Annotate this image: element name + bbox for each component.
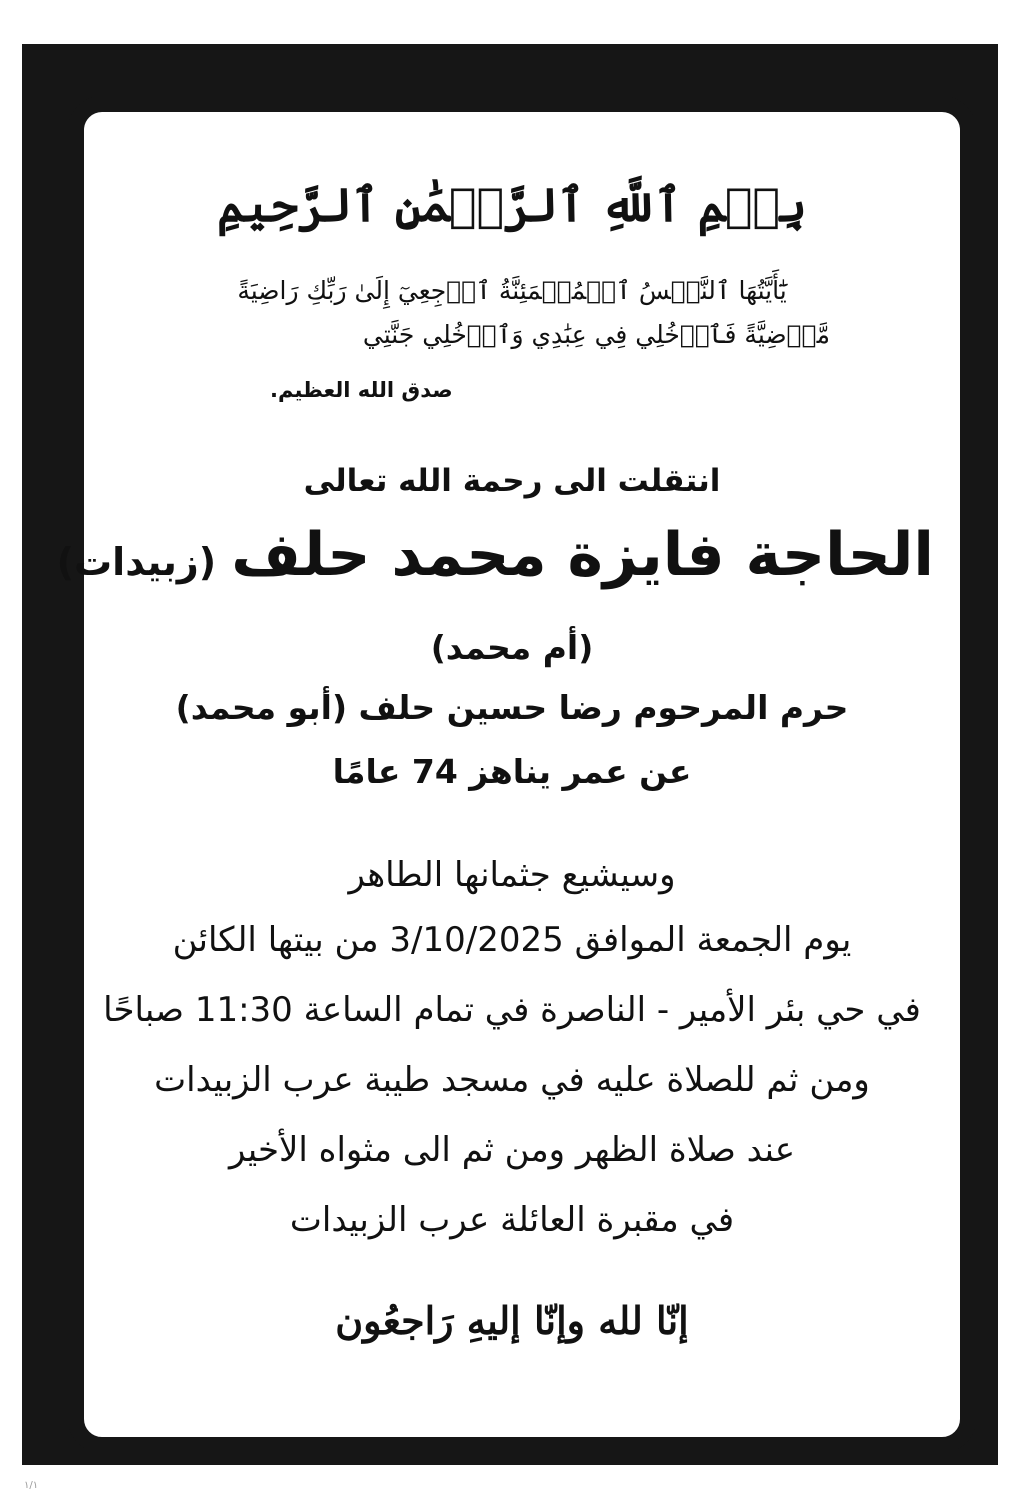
spouse-line: حرم المرحوم رضا حسين حلف (أبو محمد) — [175, 688, 849, 727]
funeral-line: عند صلاة الظهر ومن ثم الى مثواه الأخير — [228, 1130, 796, 1170]
closing-verse: إنّا لله وإنّا إليهِ رَاجعُون — [335, 1298, 689, 1343]
funeral-line: في مقبرة العائلة عرب الزبيدات — [289, 1200, 735, 1240]
basmala-heading: بِسۡمِ ٱللَّهِ ٱلرَّحۡمَٰنِ ٱلرَّحِيمِ — [217, 178, 807, 232]
funeral-line: يوم الجمعة الموافق 3/10/2025 من بيتها الكائن — [172, 920, 852, 960]
deceased-name: الحاجة فايزة محمد حلف — [231, 520, 934, 590]
deceased-kunya: (أم محمد) — [430, 628, 594, 667]
funeral-line: في حي بئر الأمير - الناصرة في تمام الساعة 11:30 صباحًا — [103, 990, 921, 1030]
sadaq-allah-text: صدق الله العظيم. — [270, 378, 453, 402]
deceased-clan: (زبيدات) — [56, 540, 217, 584]
quran-verse-line-1: يَٰٓأَيَّتُهَا ٱلنَّفۡسُ ٱلۡمُطۡمَئِنَّةُ ٱرۡجِعِيٓ إِلَىٰ رَبِّكِ رَاضِيَةً — [237, 276, 787, 305]
obituary-notice — [56, 120, 934, 1410]
announcement-intro: انتقلت الى رحمة الله تعالى — [303, 463, 721, 499]
quran-verse-line-2: مَّرۡضِيَّةً فَٱدۡخُلِي فِي عِبَٰدِي وَٱدۡخُلِي جَنَّتِي — [362, 320, 830, 349]
page-mark: ١/١ — [24, 1480, 39, 1491]
age-line: عن عمر يناهز 74 عامًا — [332, 752, 692, 791]
funeral-line: ومن ثم للصلاة عليه في مسجد طيبة عرب الزبيدات — [154, 1060, 870, 1100]
deceased-name-row — [56, 520, 934, 616]
funeral-line: وسيشيع جثمانها الطاهر — [348, 855, 676, 895]
